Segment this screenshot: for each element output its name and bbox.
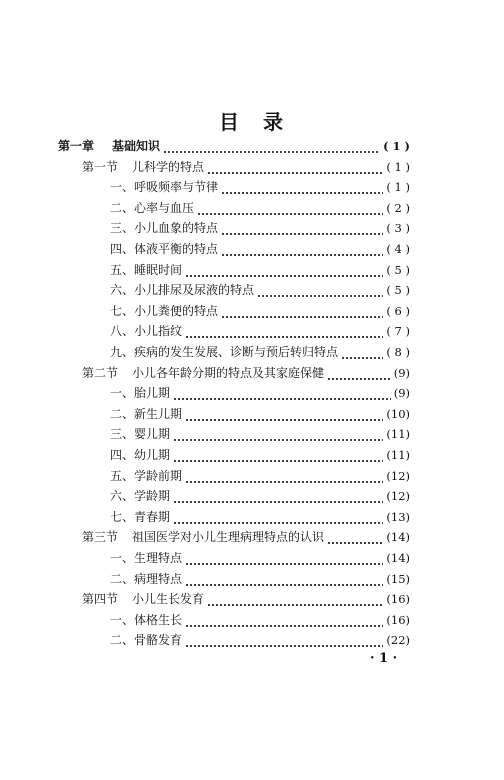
toc-entry-page: (16) xyxy=(386,592,410,607)
toc-entry-page: ( 7 ) xyxy=(386,324,410,339)
toc-entry xyxy=(110,218,410,238)
toc-entry-title: 祖国医学对小儿生理病理特点的认识 xyxy=(132,530,325,545)
toc-entry xyxy=(110,445,410,465)
toc-entry-title: 七、青春期 xyxy=(110,509,171,524)
toc-entry-title: 小儿各年龄分期的特点及其家庭保健 xyxy=(132,365,325,380)
leader-dots xyxy=(207,589,383,609)
toc-entry xyxy=(58,136,410,156)
toc-entry-page: (13) xyxy=(386,509,410,524)
toc-entry xyxy=(110,177,410,197)
toc-entry-page: (14) xyxy=(386,551,410,565)
leader-dots xyxy=(185,630,383,650)
toc-entry-page: (14) xyxy=(386,530,410,545)
toc-entry-title: 三、婴儿期 xyxy=(110,427,171,442)
page-title: 目 录 xyxy=(219,110,285,134)
toc-entry-page: (11) xyxy=(386,448,410,462)
leader-dots xyxy=(257,280,383,300)
toc-entry-title: 二、骨骼发育 xyxy=(110,633,183,648)
page-number: · 1 · xyxy=(370,651,398,666)
toc-entry xyxy=(110,383,410,403)
toc-entry-number: 第三节 xyxy=(82,530,119,545)
toc-entry-title: 一、胎儿期 xyxy=(110,386,171,401)
leader-dots xyxy=(173,486,383,506)
toc-entry-title: 二、心率与血压 xyxy=(110,200,195,215)
leader-dots xyxy=(221,239,383,259)
toc-entry xyxy=(110,342,410,362)
toc-entry-page: (9) xyxy=(393,386,410,401)
toc-entry-page: (11) xyxy=(386,427,410,442)
toc-entry-title: 四、体液平衡的特点 xyxy=(110,242,219,256)
toc-entry-title: 五、学龄前期 xyxy=(110,468,183,483)
toc-entry-title: 三、小儿血象的特点 xyxy=(110,221,219,236)
toc-entry-title: 九、疾病的发生发展、诊断与预后转归特点 xyxy=(110,345,339,359)
leader-dots xyxy=(341,342,383,362)
toc-entry-title: 一、生理特点 xyxy=(110,551,183,565)
leader-dots xyxy=(173,383,391,403)
toc-entry-page: ( 6 ) xyxy=(386,303,410,318)
toc-entry-title: 二、病理特点 xyxy=(110,571,183,586)
leader-dots xyxy=(173,424,383,444)
leader-dots xyxy=(185,466,383,486)
toc-entry-title: 儿科学的特点 xyxy=(132,159,205,174)
toc-entry xyxy=(110,321,410,341)
toc-entry-title: 一、呼吸频率与节律 xyxy=(110,180,219,195)
toc-entry xyxy=(110,486,410,506)
toc-entry xyxy=(110,404,410,424)
toc-entry-page: ( 5 ) xyxy=(386,283,410,298)
toc-entry xyxy=(110,507,410,527)
toc-entry-number: 第一节 xyxy=(82,159,119,174)
leader-dots xyxy=(221,301,383,321)
toc-entry-title: 基础知识 xyxy=(112,139,161,153)
toc-entry-page: ( 3 ) xyxy=(386,221,410,236)
toc-entry xyxy=(110,301,410,321)
toc-entry xyxy=(110,466,410,486)
toc-entry-page: ( 8 ) xyxy=(386,345,410,359)
leader-dots xyxy=(185,548,383,568)
toc-entry-title: 六、学龄期 xyxy=(110,489,171,504)
toc-entry-number: 第四节 xyxy=(82,592,119,607)
toc-entry xyxy=(110,569,410,589)
leader-dots xyxy=(197,198,383,218)
toc-entry xyxy=(110,424,410,444)
toc-entry-page: (22) xyxy=(386,633,410,648)
toc-entry-title: 一、体格生长 xyxy=(110,612,183,627)
toc-entry xyxy=(110,630,410,650)
toc-entry xyxy=(110,260,410,280)
toc-entry xyxy=(82,527,410,547)
leader-dots xyxy=(221,218,383,238)
toc-entry-page: ( 5 ) xyxy=(386,262,410,277)
toc-entry-number: 第二节 xyxy=(82,365,119,380)
leader-dots xyxy=(173,507,383,527)
leader-dots xyxy=(173,445,383,465)
leader-dots xyxy=(163,136,380,156)
toc-entry xyxy=(110,198,410,218)
toc-entry-page: (10) xyxy=(386,406,410,421)
toc-entry xyxy=(110,610,410,630)
toc-entry xyxy=(110,239,410,259)
toc-entry-page: (12) xyxy=(386,489,410,504)
leader-dots xyxy=(185,569,383,589)
leader-dots xyxy=(185,321,383,341)
toc-entry xyxy=(82,363,410,383)
toc-entry-page: (15) xyxy=(386,571,410,586)
toc-entry-title: 小儿生长发育 xyxy=(132,592,205,607)
toc-entry-title: 七、小儿粪便的特点 xyxy=(110,303,219,318)
toc-entry xyxy=(110,280,410,300)
toc-entry-title: 五、睡眠时间 xyxy=(110,262,183,277)
toc-entry-page: ( 1 ) xyxy=(386,180,410,195)
leader-dots xyxy=(185,404,383,424)
toc-entry-page: (9) xyxy=(393,365,410,380)
toc-entry-page: (16) xyxy=(386,612,410,627)
leader-dots xyxy=(327,363,391,383)
leader-dots xyxy=(327,527,383,547)
toc-entry-page: ( 1 ) xyxy=(383,139,410,153)
toc-entry-page: (12) xyxy=(386,468,410,483)
leader-dots xyxy=(207,157,383,177)
leader-dots xyxy=(185,610,383,630)
toc-entry-title: 六、小儿排尿及尿液的特点 xyxy=(110,283,255,298)
toc-entry xyxy=(82,157,410,177)
toc-entry-number: 第一章 xyxy=(58,139,95,153)
leader-dots xyxy=(185,260,383,280)
toc-entry xyxy=(110,548,410,568)
toc-entry-page: ( 2 ) xyxy=(386,200,410,215)
toc-entry-page: ( 1 ) xyxy=(386,159,410,174)
toc-entry xyxy=(82,589,410,609)
toc-entry-page: ( 4 ) xyxy=(386,242,410,256)
leader-dots xyxy=(221,177,383,197)
toc-entry-title: 八、小儿指纹 xyxy=(110,324,183,339)
toc-entry-title: 二、新生儿期 xyxy=(110,406,183,421)
toc-entry-title: 四、幼儿期 xyxy=(110,448,171,462)
